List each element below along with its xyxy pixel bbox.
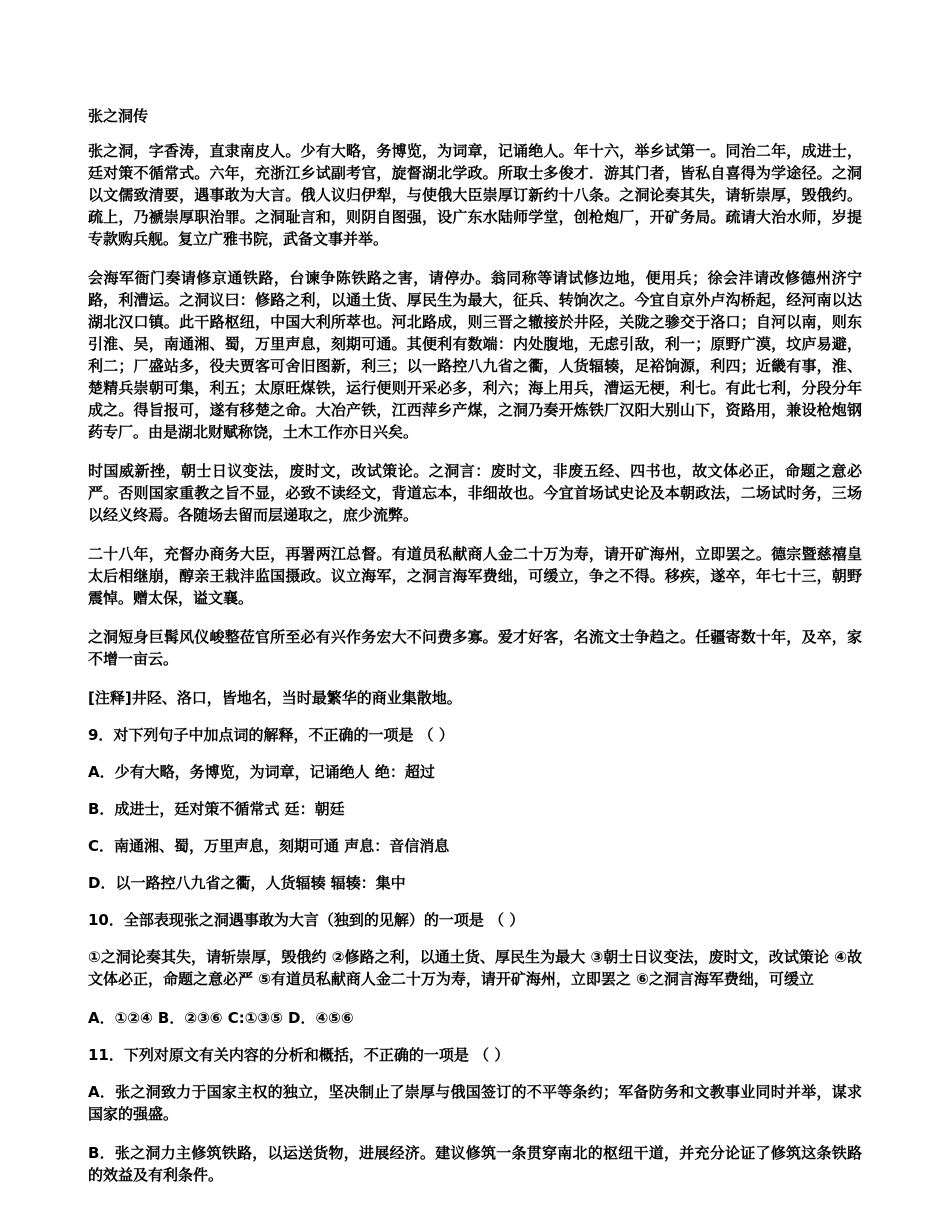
- question-11-stem: 11．下列对原文有关内容的分析和概括，不正确的一项是 （ ）: [88, 1046, 510, 1064]
- document-title: 张之洞传: [88, 107, 149, 125]
- question-11-option-b: B．张之洞力主修筑铁路，以运送货物，进展经济。建议修筑一条贯穿南北的枢纽干道，并充分论证了修筑这条铁路的效益及有利条件。: [88, 1144, 862, 1184]
- question-9-stem: 9．对下列句子中加点词的解释，不正确的一项是 （ ）: [88, 726, 454, 744]
- paragraph-2: 会海军衙门奏请修京通铁路，台谏争陈铁路之害，请停办。翁同称等请试修边地，便用兵；徐会沣请改修德州济宁路，利漕运。之洞议曰：修路之利，以通土货、厚民生为最大，征兵、转饷次之。今宜自京外卢沟桥起，经河南以达湖北汉口镇。此干路枢纽，中国大利所萃也。河北路成，则三晋之辙接於井陉，关陇之骖交于洛口；自河以南，则东引淮、吴，南通湘、蜀，万里声息，刻期可通。其便利有数端：内处腹地，无虑引敌，利一；原野广漠，坟庐易避，利二；厂盛站多，役夫贾客可舍旧图新，利三；以一路控八九省之衢，人货辐辏，足裕饷源，利四；近畿有事，淮、楚精兵崇朝可集，利五；太原旺煤铁，运行便则开采必多，利六；海上用兵，漕运无梗，利七。有此七利，分段分年成之。得旨报可，遂有移楚之命。大冶产铁，江西萍乡产煤，之洞乃奏开炼铁厂汉阳大别山下，资路用，兼设枪炮钢药专厂。由是湖北财赋称饶，土木工作亦日兴矣。: [88, 269, 862, 441]
- annotation-note: [注释]井陉、洛口，皆地名，当时最繁华的商业集散地。: [88, 689, 462, 707]
- question-11-option-a: A．张之洞致力于国家主权的独立，坚决制止了崇厚与俄国签订的不平等条约；军备防务和文教事业同时并举，谋求国家的强盛。: [88, 1083, 862, 1123]
- question-9-option-d: D．以一路控八九省之衢，人货辐辏 辐辏：集中: [88, 874, 406, 892]
- paragraph-5: 之洞短身巨髯风仪峻整莅官所至必有兴作务宏大不问费多寡。爱才好客，名流文士争趋之。任疆寄数十年，及卒，家不增一亩云。: [88, 628, 862, 668]
- question-9-option-b: B．成进士，廷对策不循常式 廷：朝廷: [88, 800, 345, 818]
- paragraph-4: 二十八年，充督办商务大臣，再署两江总督。有道员私献商人金二十万为寿，请开矿海州，立即罢之。德宗暨慈禧皇太后相继崩，醇亲王栽沣监国摄政。议立海军，之洞言海军费绌，可缓立，争之不得。移疾，遂卒，年七十三，朝野震悼。赠太保，谥文襄。: [88, 545, 862, 607]
- question-9-option-a: A．少有大略，务博览，为词章，记诵绝人 绝：超过: [88, 763, 435, 781]
- paragraph-3: 时国威新挫，朝士日议变法，废时文，改试策论。之洞言：废时文，非废五经、四书也，故文体必正，命题之意必严。否则国家重教之旨不显，必致不读经文，背道忘本，非细故也。今宜首场试史论及本朝政法，二场试时务，三场以经义终焉。各随场去留而层递取之，庶少流弊。: [88, 462, 862, 524]
- question-10-choices: A．①②④ B．②③⑥ C:①③⑤ D．④⑤⑥: [88, 1009, 354, 1027]
- question-10-statements: ①之洞论奏其失，请斩崇厚，毁俄约 ②修路之利，以通土货、厚民生为最大 ③朝士日议变法，废时文，改试策论 ④故文体必正，命题之意必严 ⑤有道员私献商人金二十万为寿，请开矿海州，立即罢之 ⑥之洞言海军费绌，可缓立: [88, 948, 862, 988]
- paragraph-1: 张之洞，字香涛，直隶南皮人。少有大略，务博览，为词章，记诵绝人。年十六，举乡试第一。同治二年，成进士，廷对策不循常式。六年，充浙江乡试副考官，旋督湖北学政。所取士多俊才．游其门者，皆私自喜得为学途径。之洞以文儒致清要，遇事敢为大言。俄人议归伊犁，与使俄大臣崇厚订新约十八条。之洞论奏其失，请斩崇厚，毁俄约。疏上，乃褫崇厚职治罪。之洞耻言和，则阴自图强，设广东水陆师学堂，创枪炮厂，开矿务局。疏请大治水师，岁提专款购兵舰。复立广雅书院，武备文事并举。: [88, 142, 862, 248]
- question-10-stem: 10．全部表现张之洞遇事敢为大言（独到的见解）的一项是 （ ）: [88, 911, 525, 929]
- question-9-option-c: C．南通湘、蜀，万里声息，刻期可通 声息：音信消息: [88, 837, 450, 855]
